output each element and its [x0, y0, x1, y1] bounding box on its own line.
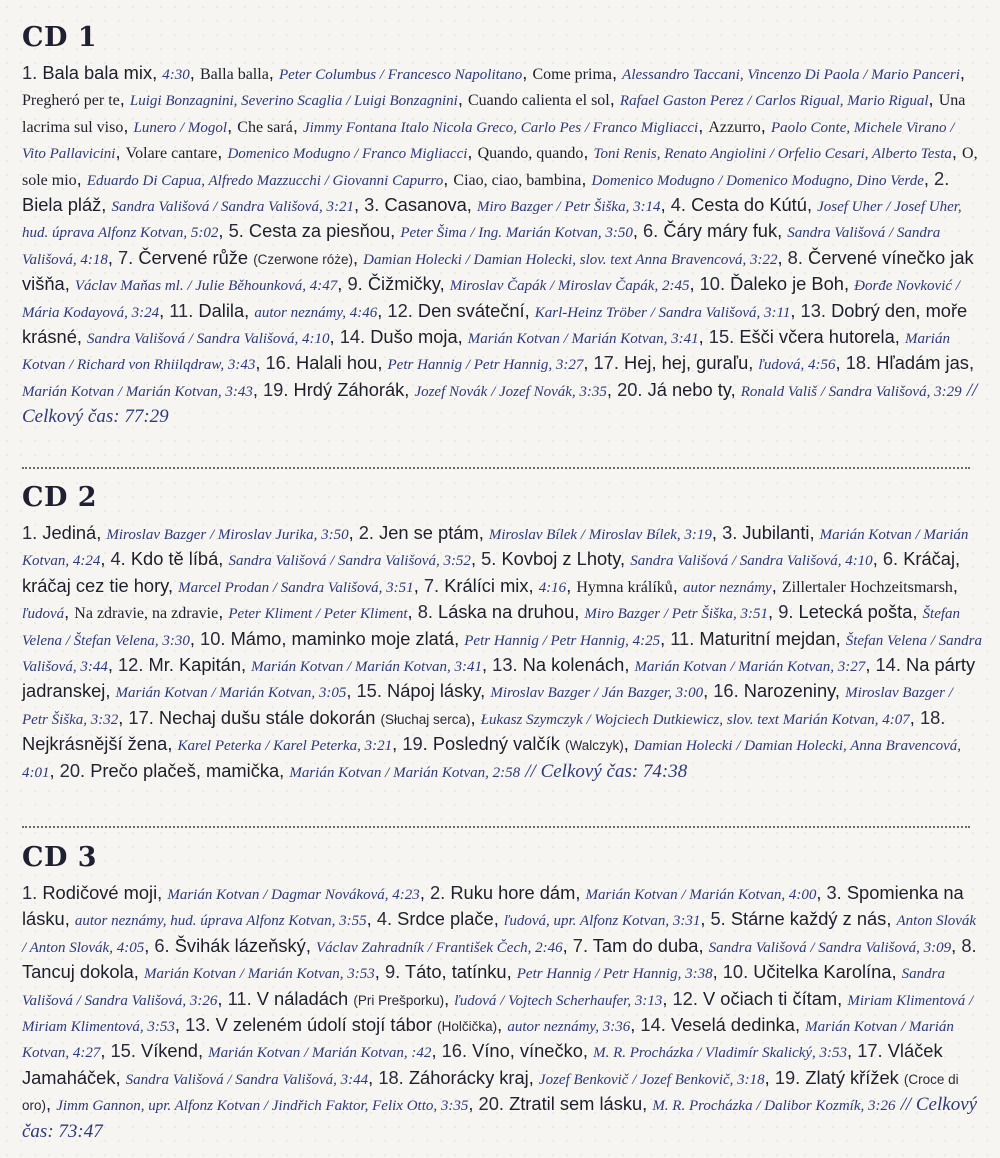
- track-title: Jediná: [42, 522, 97, 543]
- track-number: 13.: [492, 654, 518, 676]
- track-title: Bala bala mix: [42, 62, 153, 83]
- track-original-title: (Croce di oro): [22, 1071, 959, 1114]
- track-credit: Sandra Vališová / Sandra Vališová, 4:18: [22, 225, 941, 268]
- track-credit: Petr Hannig / Petr Hannig, 3:38: [516, 966, 713, 983]
- cd-title: CD 2: [22, 482, 98, 513]
- track-credit: Marián Kotvan / Richard von Rhiilqdraw, 3:43: [22, 331, 950, 374]
- track-title: Učitelka Karolína: [753, 961, 892, 983]
- total-time: // Celkový čas: 74:38: [525, 760, 688, 782]
- medley-song-credit: Domenico Modugno / Domenico Modugno, Dino Verde: [591, 172, 924, 189]
- medley-song-credit: Luigi Bonzagnini, Severino Scaglia / Luigi Bonzagnini: [129, 93, 458, 110]
- track-number: 15.: [110, 1040, 136, 1062]
- track-credit: Peter Šima / Ing. Marián Kotvan, 3:50: [400, 225, 633, 242]
- medley-song-title: Hymna králíků: [576, 578, 673, 596]
- track-list: [22, 61, 982, 430]
- medley-song-title: Volare cantare: [125, 145, 218, 163]
- dotted-divider: [22, 467, 970, 469]
- track-item: 15. Víkend, Marián Kotvan / Marián Kotvan, :42,: [110, 1040, 442, 1062]
- track-item: 17. Nechaj dušu stále dokorán (Słuchaj serca), Łukasz Szymczyk / Wojciech Dutkiewicz, slov. text Marián Kotvan, 4:07,: [128, 706, 920, 728]
- track-credit: M. R. Procházka / Dalibor Kozmík, 3:26: [652, 1098, 896, 1115]
- track-credit: 4:30: [162, 67, 190, 83]
- track-number: 4.: [110, 548, 126, 570]
- track-title: Švihák lázeňský: [174, 934, 306, 956]
- track-credit: ľudová / Vojtech Scherhaufer, 3:13: [454, 992, 663, 1009]
- track-title: Ďaleko je Boh: [730, 273, 844, 295]
- track-credit: Václav Zahradník / František Čech, 2:46: [315, 939, 563, 956]
- track-title: Halali hou: [296, 352, 378, 374]
- track-number: 11.: [670, 627, 695, 649]
- track-credit: Marián Kotvan / Marián Kotvan, 4:27: [22, 1019, 954, 1062]
- medley-song-credit: ľudová: [22, 606, 65, 623]
- track-credit: Marcel Prodan / Sandra Vališová, 3:51: [178, 579, 414, 596]
- track-item: 17. Vláček Jamaháček, Sandra Vališová / Sandra Vališová, 3:44,: [22, 1040, 943, 1088]
- track-item: 8. Červené vínečko jak višňa, Václav Maňas ml. / Julie Běhounková, 4:47,: [22, 246, 974, 295]
- track-item: 14. Dušo moja, Marián Kotvan / Marián Kotvan, 3:41,: [339, 326, 709, 348]
- track-credit: M. R. Procházka / Vladimír Skalický, 3:53: [593, 1045, 848, 1062]
- track-item: 1. Jediná, Miroslav Bazger / Miroslav Jurika, 3:50,: [22, 522, 359, 543]
- track-item: 13. Dobrý den, moře krásné, Sandra Vališová / Sandra Vališová, 4:10,: [22, 299, 968, 348]
- track-credit: Miro Bazger / Petr Šiška, 3:51: [584, 606, 769, 623]
- track-credit: Sandra Vališová / Sandra Vališová, 3:52: [228, 553, 471, 570]
- track-title: Ztratil sem lásku: [509, 1093, 643, 1115]
- medley-song-credit: Domenico Modugno / Franco Migliacci: [227, 146, 468, 163]
- medley-song-title: Ciao, ciao, bambina: [453, 171, 582, 189]
- track-title: Čižmičky: [367, 273, 440, 295]
- medley-song-title: Azzurro: [708, 118, 761, 136]
- track-title: Táto, tatínku: [404, 961, 507, 983]
- track-title: Mr. Kapitán: [148, 654, 241, 676]
- track-number: 1.: [22, 62, 38, 83]
- track-item: 10. Ďaleko je Boh, Đorđe Novković / Mária Kodayová, 3:24,: [22, 273, 960, 321]
- track-number: 3.: [364, 194, 380, 216]
- track-item: 1. Bala bala mix, 4:30, Balla balla, Peter Columbus / Francesco Napolitano, Come prima, Alessandro Taccani, Vincenzo Di Paola / Mario Panceri, Pregheró per te, Luigi Bonzagnini, Severino Scaglia / Luigi Bonzagnini, Cuando calienta el sol, Rafael Gaston Perez / Carlos Rigual, Mario Rigual, Una lacrima sul viso, Lunero / Mogol, Che sará, Jimmy Fontana Italo Nicola Greco, Carlo Pes / Franco Migliacci, Azzurro, Paolo Conte, Michele Virano / Vito Pallavicini, Volare cantare, Domenico Modugno / Franco Migliacci, Quando, quando, Toni Renis, Renato Angiolini / Orfelio Cesari, Alberto Testa, O, sole mio, Eduardo Di Capua, Alfredo Mazzucchi / Giovanni Capurro, Ciao, ciao, bambina, Domenico Modugno / Domenico Modugno, Dino Verde,: [22, 62, 978, 189]
- track-title: Kráčaj, kráčaj cez tie hory: [22, 548, 961, 596]
- dotted-divider: [22, 826, 970, 828]
- track-item: 2. Jen se ptám, Miroslav Bílek / Miroslav Bílek, 3:19,: [358, 522, 723, 543]
- track-item: 5. Cesta za piesňou, Peter Šima / Ing. Marián Kotvan, 3:50,: [228, 220, 643, 242]
- medley-song-title: Quando, quando: [477, 145, 584, 163]
- track-item: 11. Maturitní mejdan, Štefan Velena / Sandra Vališová, 3:44,: [22, 627, 982, 676]
- track-item: 7. Tam do duba, Sandra Vališová / Sandra Vališová, 3:09,: [572, 934, 962, 956]
- track-number: 17.: [128, 706, 154, 728]
- track-credit: Miroslav Bazger / Petr Šiška, 3:32: [22, 685, 953, 728]
- track-credit: Marián Kotvan / Marián Kotvan, 4:24: [22, 527, 969, 570]
- track-title: Stárne každý z nás: [730, 908, 887, 930]
- track-title: Hľadám jas: [876, 352, 969, 374]
- track-number: 14.: [339, 326, 366, 348]
- track-credit: Marián Kotvan / Marián Kotvan, 3:41: [467, 331, 699, 348]
- track-number: 11.: [227, 987, 252, 1009]
- track-credit: ľudová, 4:56: [758, 357, 836, 374]
- track-number: 9.: [384, 961, 401, 983]
- track-item: 7. Červené růže (Czerwone róże), Damian Holecki / Damian Holecki, slov. text Anna Bravencová, 3:22,: [118, 246, 788, 268]
- track-title: Na párty jadranskej: [22, 654, 976, 702]
- track-list: [22, 521, 982, 785]
- track-item: 12. Mr. Kapitán, Marián Kotvan / Marián Kotvan, 3:41,: [118, 654, 493, 676]
- track-number: 6.: [643, 220, 659, 242]
- track-title: Jen se ptám: [379, 522, 479, 543]
- track-number: 10.: [722, 961, 749, 983]
- track-number: 16.: [713, 680, 739, 702]
- track-item: 3. Casanova, Miro Bazger / Petr Šiška, 3:14,: [364, 194, 671, 216]
- track-number: 7.: [423, 574, 440, 596]
- track-number: 14.: [875, 654, 901, 676]
- track-item: 13. Na kolenách, Marián Kotvan / Marián Kotvan, 3:27,: [492, 654, 876, 676]
- track-title: Dušo moja: [370, 326, 458, 348]
- track-credit: Miriam Klimentová / Miriam Klimentová, 3:53: [22, 992, 974, 1036]
- track-title: Zlatý křížek: [805, 1066, 899, 1088]
- track-number: 20.: [59, 759, 86, 781]
- track-credit: Sandra Vališová / Sandra Vališová, 3:44: [125, 1071, 369, 1088]
- track-item: 11. Dalila, autor neznámy, 4:46,: [169, 299, 388, 321]
- track-title: Kdo tě líbá: [130, 548, 219, 570]
- track-title: Casanova: [384, 194, 467, 216]
- track-number: 3.: [826, 882, 842, 903]
- cd-title: CD 1: [22, 22, 98, 53]
- track-item: 6. Čáry máry fuk, Sandra Vališová / Sandra Vališová, 4:18,: [22, 220, 941, 268]
- track-item: 8. Tancuj dokola, Marián Kotvan / Marián Kotvan, 3:53,: [22, 934, 977, 983]
- track-original-title: (Pri Prešporku): [353, 992, 445, 1008]
- track-credit: autor neznámy, 4:46: [254, 304, 378, 321]
- track-item: 7. Králíci mix, 4:16, Hymna králíků, autor neznámy, Zillertaler Hochzeitsmarsh, ľudová, Na zdravie, na zdravie, Peter Kliment / Peter Kliment,: [22, 574, 959, 623]
- track-title: Jubilanti: [742, 522, 810, 543]
- track-number: 18.: [378, 1066, 404, 1088]
- track-list: [22, 881, 982, 1144]
- track-original-title: (Walczyk): [564, 738, 624, 754]
- cd-3-section: [22, 842, 982, 1144]
- track-item: 3. Spomienka na lásku, autor neznámy, hud. úprava Alfonz Kotvan, 3:55,: [22, 882, 964, 930]
- track-credit: Karel Peterka / Karel Peterka, 3:21: [177, 738, 393, 755]
- track-credit: Karl-Heinz Tröber / Sandra Vališová, 3:11: [534, 304, 791, 321]
- track-number: 11.: [169, 299, 194, 321]
- track-item: 18. Nejkrásnější žena, Karel Peterka / Karel Peterka, 3:21,: [22, 706, 946, 755]
- track-credit: Sandra Vališová / Sandra Vališová, 4:10: [630, 553, 873, 570]
- track-number: 8.: [787, 246, 803, 268]
- track-item: 6. Kráčaj, kráčaj cez tie hory, Marcel Prodan / Sandra Vališová, 3:51,: [22, 548, 961, 596]
- track-original-title: (Czerwone róże): [253, 251, 353, 267]
- track-title: Já nebo ty: [647, 378, 731, 400]
- track-title: Ešči včera hutorela: [739, 326, 895, 348]
- track-item: 9. Letecká pošta, Štefan Velena / Štefan Velena, 3:30,: [22, 601, 961, 649]
- track-title: Veselá dedinka: [670, 1014, 795, 1036]
- track-title: Tancuj dokola: [22, 961, 134, 983]
- medley-song-credit: Peter Columbus / Francesco Napolitano: [278, 67, 523, 83]
- track-credit: 4:16: [538, 579, 567, 596]
- track-item: 11. V náladách (Pri Prešporku), ľudová / Vojtech Scherhaufer, 3:13,: [227, 987, 673, 1009]
- track-number: 3.: [722, 522, 738, 543]
- track-number: 20.: [617, 378, 643, 400]
- track-title: Den sváteční: [417, 299, 525, 321]
- track-item: 13. V zeleném údolí stojí tábor (Holčička), autor neznámy, 3:36,: [185, 1014, 641, 1036]
- track-title: Cesta do Kútú: [691, 194, 807, 216]
- track-number: 9.: [778, 601, 794, 623]
- track-credit: Marián Kotvan / Marián Kotvan, 3:41: [251, 659, 482, 676]
- track-credit: Miroslav Bazger / Miroslav Jurika, 3:50: [106, 527, 349, 543]
- track-item: 5. Stárne každý z nás, Anton Slovák / Anton Slovák, 4:05,: [22, 908, 977, 956]
- track-credit: Petr Hannig / Petr Hannig, 4:25: [464, 632, 661, 649]
- track-number: 5.: [481, 548, 497, 570]
- track-title: Hej, hej, guraľu: [624, 352, 749, 374]
- track-title: Čáry máry fuk: [663, 220, 778, 242]
- track-title: Láska na druhou: [438, 601, 575, 623]
- track-number: 6.: [882, 548, 899, 570]
- track-title: Červené vínečko jak višňa: [22, 246, 974, 295]
- track-title: Biela pláž: [22, 194, 102, 216]
- medley-song-credit: Lunero / Mogol: [133, 119, 228, 136]
- track-title: Hrdý Záhorák: [293, 378, 405, 400]
- medley-song-credit: autor neznámy: [682, 579, 772, 596]
- track-credit: Jozef Benkovič / Jozef Benkovič, 3:18: [538, 1071, 765, 1088]
- track-item: 10. Mámo, maminko moje zlatá, Petr Hannig / Petr Hannig, 4:25,: [200, 627, 671, 649]
- track-title: Vláček Jamaháček: [22, 1040, 943, 1088]
- track-credit: Marián Kotvan / Marián Kotvan, 3:27: [634, 659, 866, 676]
- track-number: 12.: [118, 654, 144, 676]
- track-number: 19.: [263, 378, 289, 400]
- track-item: 20. Ztratil sem lásku, M. R. Procházka / Dalibor Kozmík, 3:26: [478, 1093, 896, 1115]
- medley-song-title: Come prima: [532, 66, 612, 83]
- track-title: Červené růže: [138, 246, 249, 268]
- track-number: 16.: [441, 1040, 468, 1062]
- track-item: 18. Záhorácky kraj, Jozef Benkovič / Jozef Benkovič, 3:18,: [378, 1066, 775, 1088]
- track-credit: Marián Kotvan / Marián Kotvan, :42: [208, 1045, 432, 1062]
- track-item: 8. Láska na druhou, Miro Bazger / Petr Šiška, 3:51,: [417, 601, 779, 623]
- track-number: 19.: [774, 1066, 801, 1088]
- medley-song-title: Na zdravie, na zdravie: [74, 605, 219, 623]
- track-number: 13.: [800, 299, 826, 321]
- track-item: 4. Srdce plače, ľudová, upr. Alfonz Kotvan, 3:31,: [376, 908, 711, 930]
- track-credit: Marián Kotvan / Marián Kotvan, 3:05: [115, 685, 347, 702]
- track-number: 13.: [185, 1014, 211, 1036]
- track-title: Nápoj lásky: [387, 680, 481, 702]
- track-credit: Marián Kotvan / Dagmar Nováková, 4:23: [167, 887, 420, 903]
- track-item: 2. Biela pláž, Sandra Vališová / Sandra Vališová, 3:21,: [22, 167, 950, 216]
- track-credit: Miro Bazger / Petr Šiška, 3:14: [476, 199, 661, 216]
- track-credit: Ronald Vališ / Sandra Vališová, 3:29: [740, 383, 962, 400]
- track-number: 17.: [857, 1040, 883, 1062]
- track-number: 12.: [387, 299, 413, 321]
- track-title: Na kolenách: [522, 654, 625, 676]
- track-title: Prečo plačeš, mamička: [90, 759, 280, 781]
- track-number: 18.: [919, 706, 946, 728]
- track-title: V náladách: [256, 987, 349, 1009]
- track-title: Králíci mix: [444, 574, 529, 596]
- medley-song-credit: Eduardo Di Capua, Alfredo Mazzucchi / Giovanni Capurro: [86, 172, 444, 189]
- track-item: 20. Prečo plačeš, mamička, Marián Kotvan / Marián Kotvan, 2:58: [59, 759, 521, 781]
- track-item: 4. Kdo tě líbá, Sandra Vališová / Sandra Vališová, 3:52,: [110, 548, 482, 570]
- track-number: 10.: [699, 273, 726, 295]
- track-title: Spomienka na lásku: [22, 882, 964, 930]
- track-credit: Marián Kotvan / Marián Kotvan, 3:43: [22, 383, 253, 400]
- track-item: 16. Narozeniny, Miroslav Bazger / Petr Šiška, 3:32,: [22, 680, 953, 728]
- track-item: 2. Ruku hore dám, Marián Kotvan / Marián Kotvan, 4:00,: [429, 882, 827, 903]
- track-title: V zeleném údolí stojí tábor: [215, 1014, 433, 1036]
- track-credit: Damian Holecki / Damian Holecki, Anna Bravencová, 4:01: [22, 738, 962, 781]
- medley-song-title: Zillertaler Hochzeitsmarsh: [781, 578, 953, 596]
- track-item: 15. Nápoj lásky, Miroslav Bazger / Ján Bazger, 3:00,: [356, 680, 714, 702]
- track-credit: Václav Maňas ml. / Julie Běhounková, 4:47: [74, 278, 338, 295]
- track-item: 15. Ešči včera hutorela, Marián Kotvan / Richard von Rhiilqdraw, 3:43,: [22, 326, 950, 374]
- track-title: Nechaj dušu stále dokorán: [158, 706, 376, 728]
- medley-song-title: Cuando calienta el sol: [468, 92, 610, 110]
- track-credit: autor neznámy, hud. úprava Alfonz Kotvan, 3:55: [74, 913, 367, 930]
- track-item: 9. Čižmičky, Miroslav Čapák / Miroslav Čapák, 2:45,: [347, 273, 700, 295]
- track-number: 9.: [347, 273, 363, 295]
- track-item: 19. Posledný valčík (Walczyk), Damian Holecki / Damian Holecki, Anna Bravencová, 4:01,: [22, 733, 962, 781]
- track-title: V očiach ti čítam: [703, 987, 838, 1009]
- medley-song-credit: Rafael Gaston Perez / Carlos Rigual, Mario Rigual: [619, 93, 929, 110]
- cd-2-section: [22, 482, 982, 785]
- track-credit: Sandra Vališová / Sandra Vališová, 3:21: [111, 199, 354, 216]
- track-credit: Sandra Vališová / Sandra Vališová, 4:10: [87, 331, 330, 348]
- track-number: 5.: [710, 908, 726, 930]
- track-title: Dalila: [198, 299, 245, 321]
- track-credit: ľudová, upr. Alfonz Kotvan, 3:31: [503, 913, 701, 930]
- track-item: 6. Švihák lázeňský, Václav Zahradník / František Čech, 2:46,: [154, 934, 573, 956]
- track-item: 3. Jubilanti, Marián Kotvan / Marián Kotvan, 4:24,: [22, 522, 969, 570]
- medley-song-credit: Paolo Conte, Michele Virano / Vito Pallavicini: [22, 119, 955, 163]
- medley-song-title: Balla balla: [199, 66, 269, 83]
- track-number: 4.: [670, 194, 686, 216]
- track-credit: Miroslav Bílek / Miroslav Bílek, 3:19: [488, 527, 712, 543]
- medley-song-title: Una lacrima sul viso: [22, 92, 966, 136]
- medley-song-credit: Jimmy Fontana Italo Nicola Greco, Carlo Pes / Franco Migliacci: [302, 119, 699, 136]
- track-title: Záhorácky kraj: [408, 1066, 529, 1088]
- track-item: 12. V očiach ti čítam, Miriam Klimentová / Miriam Klimentová, 3:53,: [22, 987, 974, 1036]
- track-number: 8.: [961, 934, 977, 956]
- track-credit: Sandra Vališová / Sandra Vališová, 3:09: [708, 939, 952, 956]
- track-item: 19. Hrdý Záhorák, Jozef Novák / Jozef Novák, 3:35,: [263, 378, 618, 400]
- track-title: Dobrý den, moře krásné: [22, 299, 968, 348]
- track-number: 7.: [572, 934, 589, 956]
- track-title: Narozeniny: [743, 680, 835, 702]
- track-number: 2.: [429, 882, 446, 903]
- medley-song-credit: Toni Renis, Renato Angiolini / Orfelio Cesari, Alberto Testa: [593, 146, 952, 163]
- track-credit: Petr Hannig / Petr Hannig, 3:27: [387, 357, 584, 374]
- track-credit: Sandra Vališová / Sandra Vališová, 3:26: [22, 966, 945, 1009]
- track-number: 6.: [154, 934, 170, 956]
- track-item: 10. Učitelka Karolína, Sandra Vališová / Sandra Vališová, 3:26,: [22, 961, 945, 1009]
- track-title: Víkend: [141, 1040, 198, 1062]
- track-credit: Marián Kotvan / Marián Kotvan, 3:53: [143, 966, 375, 983]
- track-credit: Marián Kotvan / Marián Kotvan, 2:58: [289, 764, 521, 781]
- track-credit: Anton Slovák / Anton Slovák, 4:05: [22, 913, 977, 956]
- track-title: Kovboj z Lhoty: [501, 548, 621, 570]
- track-item: 14. Na párty jadranskej, Marián Kotvan / Marián Kotvan, 3:05,: [22, 654, 976, 702]
- track-number: 7.: [118, 246, 134, 268]
- cd-1-section: [22, 22, 982, 430]
- track-item: 9. Táto, tatínku, Petr Hannig / Petr Hannig, 3:38,: [384, 961, 723, 983]
- track-credit: Đorđe Novković / Mária Kodayová, 3:24: [22, 278, 960, 321]
- track-number: 16.: [265, 352, 291, 374]
- track-item: 16. Víno, vínečko, M. R. Procházka / Vladimír Skalický, 3:53,: [441, 1040, 858, 1062]
- track-credit: autor neznámy, 3:36: [507, 1019, 631, 1036]
- track-credit: Jimm Gannon, upr. Alfonz Kotvan / Jindřich Faktor, Felix Otto, 3:35: [56, 1098, 469, 1115]
- track-item: 20. Já nebo ty, Ronald Vališ / Sandra Vališová, 3:29: [617, 378, 962, 400]
- track-number: 17.: [593, 352, 619, 374]
- track-item: 16. Halali hou, Petr Hannig / Petr Hannig, 3:27,: [265, 352, 594, 374]
- track-credit: Miroslav Bazger / Ján Bazger, 3:00: [490, 685, 704, 702]
- medley-song-credit: Alessandro Taccani, Vincenzo Di Paola / Mario Panceri: [622, 67, 960, 83]
- track-credit: Łukasz Szymczyk / Wojciech Dutkiewicz, slov. text Marián Kotvan, 4:07: [480, 711, 910, 728]
- track-title: Tam do duba: [592, 934, 699, 956]
- track-credit: Štefan Velena / Štefan Velena, 3:30: [22, 606, 961, 649]
- track-item: 5. Kovboj z Lhoty, Sandra Vališová / Sandra Vališová, 4:10,: [481, 548, 883, 570]
- track-item: 17. Hej, hej, guraľu, ľudová, 4:56,: [593, 352, 846, 374]
- track-number: 18.: [845, 352, 872, 374]
- track-title: Srdce plače: [397, 908, 494, 930]
- track-credit: Miroslav Čapák / Miroslav Čapák, 2:45: [449, 278, 690, 295]
- track-original-title: (Słuchaj serca): [380, 711, 471, 727]
- track-title: Víno, vínečko: [472, 1040, 583, 1062]
- track-number: 20.: [478, 1093, 504, 1115]
- track-title: Ruku hore dám: [450, 882, 576, 903]
- track-item: 18. Hľadám jas, Marián Kotvan / Marián Kotvan, 3:43,: [22, 352, 975, 400]
- cd-title: CD 3: [22, 842, 98, 873]
- track-number: 8.: [417, 601, 433, 623]
- track-credit: Marián Kotvan / Marián Kotvan, 4:00: [585, 887, 817, 903]
- medley-song-credit: Peter Kliment / Peter Kliment: [228, 606, 408, 623]
- track-number: 1.: [22, 882, 38, 903]
- track-number: 5.: [228, 220, 244, 242]
- track-credit: Damian Holecki / Damian Holecki, slov. text Anna Bravencová, 3:22: [363, 251, 778, 268]
- track-title: Cesta za piesňou: [248, 220, 391, 242]
- medley-song-title: Pregheró per te: [22, 92, 120, 110]
- track-item: 14. Veselá dedinka, Marián Kotvan / Marián Kotvan, 4:27,: [22, 1014, 954, 1062]
- track-title: Letecká pošta: [798, 601, 913, 623]
- track-title: Mámo, maminko moje zlatá: [230, 627, 455, 649]
- track-item: 12. Den sváteční, Karl-Heinz Tröber / Sandra Vališová, 3:11,: [387, 299, 801, 321]
- track-original-title: (Holčička): [437, 1019, 498, 1035]
- track-credit: Jozef Novák / Jozef Novák, 3:35: [414, 383, 607, 400]
- track-credit: Josef Uher / Josef Uher, hud. úprava Alfonz Kotvan, 5:02: [22, 199, 962, 242]
- track-number: 10.: [200, 627, 226, 649]
- track-item: 1. Rodičové moji, Marián Kotvan / Dagmar Nováková, 4:23,: [22, 882, 430, 903]
- track-credit: Štefan Velena / Sandra Vališová, 3:44: [22, 632, 982, 676]
- track-number: 2.: [934, 167, 950, 189]
- track-title: Nejkrásnější žena: [22, 733, 168, 755]
- track-number: 4.: [376, 908, 393, 930]
- medley-song-title: Che sará: [237, 118, 293, 136]
- track-item: 4. Cesta do Kútú, Josef Uher / Josef Uher, hud. úprava Alfonz Kotvan, 5:02,: [22, 194, 962, 242]
- track-title: Maturitní mejdan: [699, 627, 836, 649]
- track-number: 14.: [640, 1014, 666, 1036]
- total-time: // Celkový čas: 73:47: [22, 1094, 978, 1142]
- total-time: // Celkový čas: 77:29: [22, 379, 978, 428]
- track-number: 2.: [358, 522, 375, 543]
- track-title: Posledný valčík: [432, 733, 560, 755]
- track-number: 19.: [402, 733, 428, 755]
- track-number: 12.: [672, 987, 698, 1009]
- medley-song-title: O, sole mio: [22, 145, 978, 189]
- track-number: 15.: [356, 680, 382, 702]
- track-number: 15.: [708, 326, 735, 348]
- track-number: 1.: [22, 522, 38, 543]
- track-title: Rodičové moji: [42, 882, 158, 903]
- track-item: 19. Zlatý křížek (Croce di oro), Jimm Gannon, upr. Alfonz Kotvan / Jindřich Faktor, Felix Otto, 3:35,: [22, 1066, 959, 1115]
